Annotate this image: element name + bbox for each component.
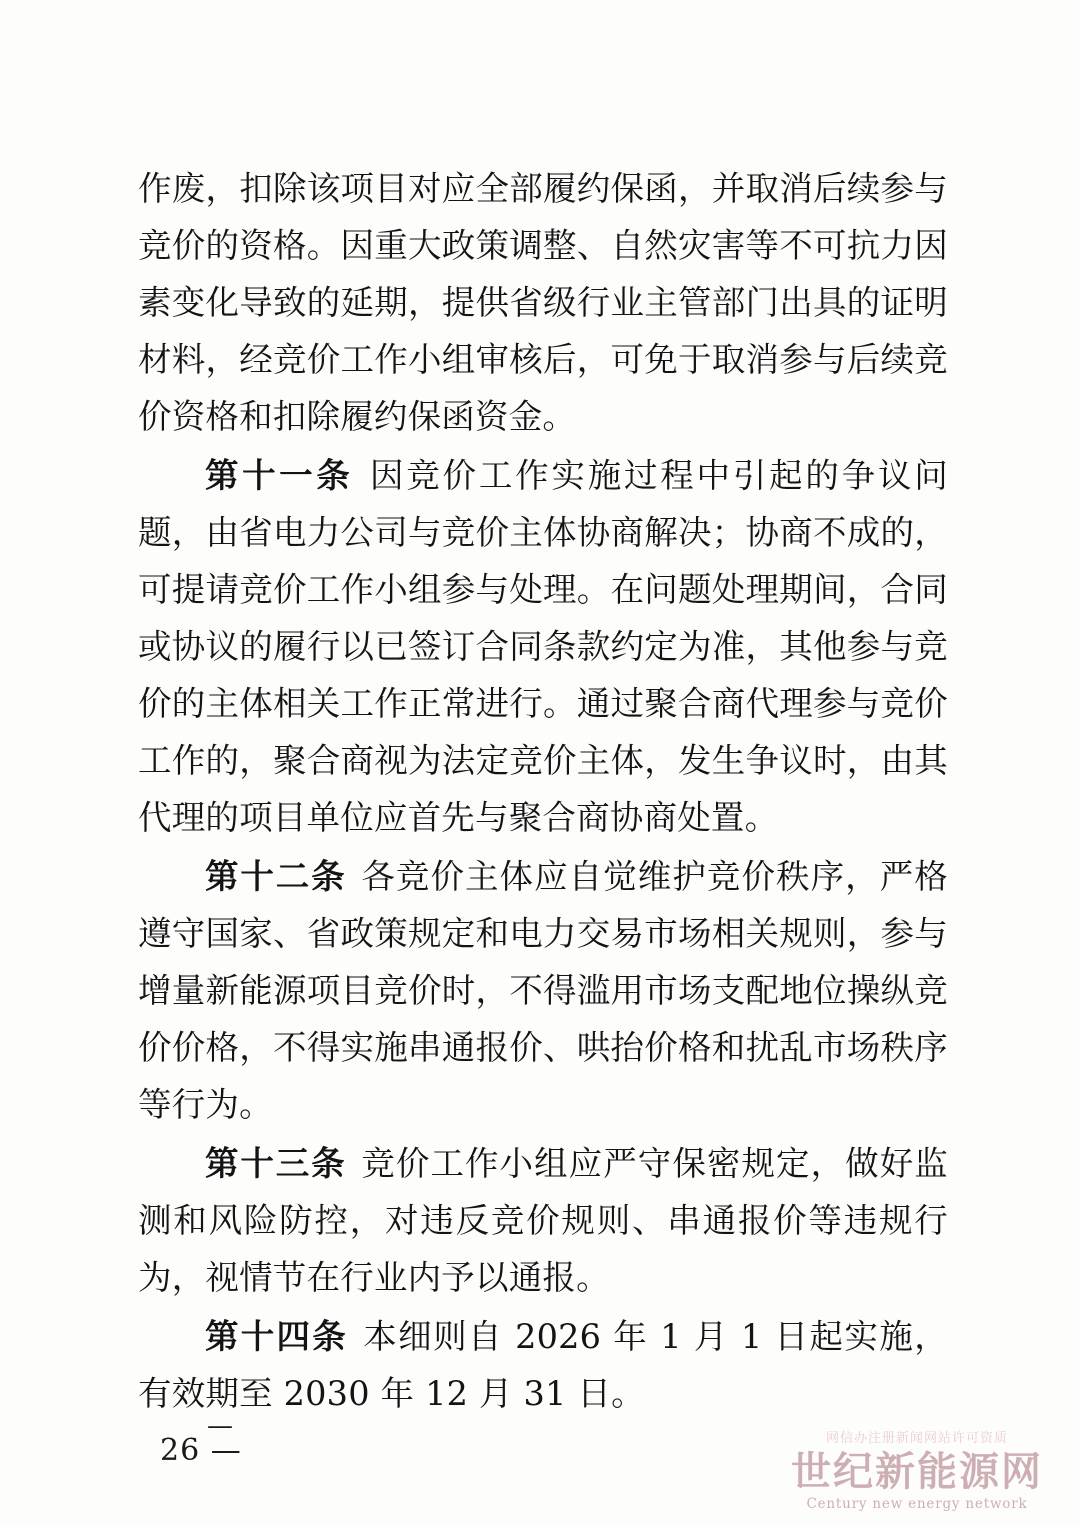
article-label-11: 第十一条 <box>205 456 354 495</box>
watermark-main-text: 世纪新能源网 <box>791 1449 1043 1495</box>
page-number-text: 26 — <box>160 1433 242 1468</box>
article-label-14: 第十四条 <box>205 1317 348 1356</box>
document-body <box>138 160 948 1424</box>
paragraph-text: 作废，扣除该项目对应全部履约保函，并取消后续参与竞价的资格。因重大政策调整、自然灾害等不可抗力因素变化导致的延期，提供省级行业主管部门出具的证明材料，经竞价工作小组审核后，可免于取消参与后续竞价资格和扣除履约保函资金。 <box>138 169 948 436</box>
paragraph-text: 本细则自 2026 年 1 月 1 日起实施，有效期至 2030 年 12 月 31 日。 <box>138 1317 949 1413</box>
paragraph-text: 各竞价主体应自觉维护竞价秩序，严格遵守国家、省政策规定和电力交易市场相关规则，参与增量新能源项目竞价时，不得滥用市场支配地位操纵竞价价格，不得实施串通报价、哄抬价格和扰乱市场秩序等行为。 <box>138 857 948 1124</box>
paragraph-article-13 <box>138 1135 948 1306</box>
article-label-12: 第十二条 <box>205 857 347 896</box>
page-footer <box>0 1366 1080 1526</box>
paragraph-article-11 <box>138 447 948 846</box>
paragraph-article-12 <box>138 848 948 1133</box>
paragraph-continued <box>138 160 948 445</box>
paragraph-text: 竞价工作小组应严守保密规定，做好监测和风险防控，对违反竞价规则、串通报价等违规行为，视情节在行业内予以通报。 <box>138 1144 948 1297</box>
page-number <box>160 1411 242 1468</box>
watermark-faint-line: 网信办注册新闻网站许可资质 <box>825 1431 1008 1446</box>
page-number-dash: — <box>207 1411 234 1441</box>
article-label-13: 第十三条 <box>205 1144 347 1183</box>
watermark <box>772 1427 1062 1512</box>
paragraph-text: 因竞价工作实施过程中引起的争议问题，由省电力公司与竞价主体协商解决；协商不成的，可提请竞价工作小组参与处理。在问题处理期间，合同或协议的履行以已签订合同条款约定为准，其他参与竞价的主体相关工作正常进行。通过聚合商代理参与竞价工作的，聚合商视为法定竞价主体，发生争议时，由其代理的项目单位应首先与聚合商协商处置。 <box>138 456 948 837</box>
watermark-sub-text: Century new energy network <box>806 1496 1028 1512</box>
